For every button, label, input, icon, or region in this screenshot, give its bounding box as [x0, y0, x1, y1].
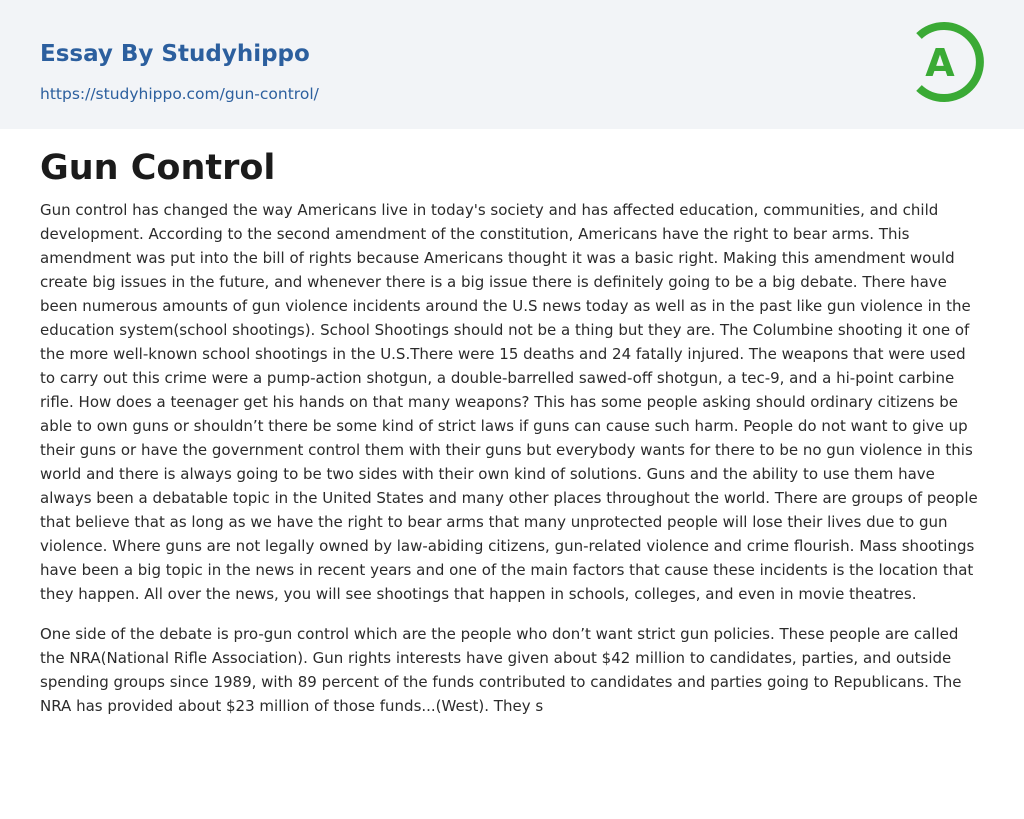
article [40, 129, 984, 718]
article-paragraph-1: Gun control has changed the way Americans live in today's society and has affected education, communities, and child development. According to the second amendment of the constitution, Americans have the right to bear arms. This amendment was put into the bill of rights because Americans thought it was a basic right. Making this amendment would create big issues in the future, and whenever there is a big issue there is definitely going to be a big debate. There have been numerous amounts of gun violence incidents around the U.S news today as well as in the past like gun violence in the education system(school shootings). School Shootings should not be a thing but they are. The Columbine shooting it one of the more well-known school shootings in the U.S.There were 15 deaths and 24 fatally injured. The weapons that were used to carry out this crime were a pump-action shotgun, a double-barrelled sawed-off shotgun, a tec-9, and a hi-point carbine rifle. How does a teenager get his hands on that many weapons? This has some people asking should ordinary citizens be able to own guns or shouldn’t there be some kind of strict laws if guns can cause such harm. People do not want to give up their guns or have the government control them with their guns but everybody wants for there to be no gun violence in this world and there is always going to be two sides with their own kind of solutions. Guns and the ability to use them have always been a debatable topic in the United States and many other places throughout the world. There are groups of people that believe that as long as we have the right to bear arms that many unprotected people will lose their lives due to gun violence. Where guns are not legally owned by law-abiding citizens, gun-related violence and crime flourish. Mass shootings have been a big topic in the news in recent years and one of the main factors that cause these incidents is the location that they happen. All over the news, you will see shootings that happen in schools, colleges, and even in movie theatres. [40, 201, 978, 603]
studyhippo-a-logo-icon[interactable] [909, 18, 989, 106]
page-url-link[interactable]: https://studyhippo.com/gun-control/ [40, 85, 319, 103]
article-paragraph-2: One side of the debate is pro-gun control which are the people who don’t want strict gun policies. These people are called the NRA(National Rifle Association). Gun rights interests have given about $42 million to candidates, parties, and outside spending groups since 1989, with 89 percent of the funds contributed to candidates and parties going to Republicans. The NRA has provided about $23 million of those funds...(West). They s [40, 625, 962, 715]
logo-letter: A [925, 41, 955, 85]
site-header [0, 0, 1024, 129]
page-title: Gun Control [40, 148, 276, 188]
brand-title: Essay By Studyhippo [40, 41, 310, 67]
